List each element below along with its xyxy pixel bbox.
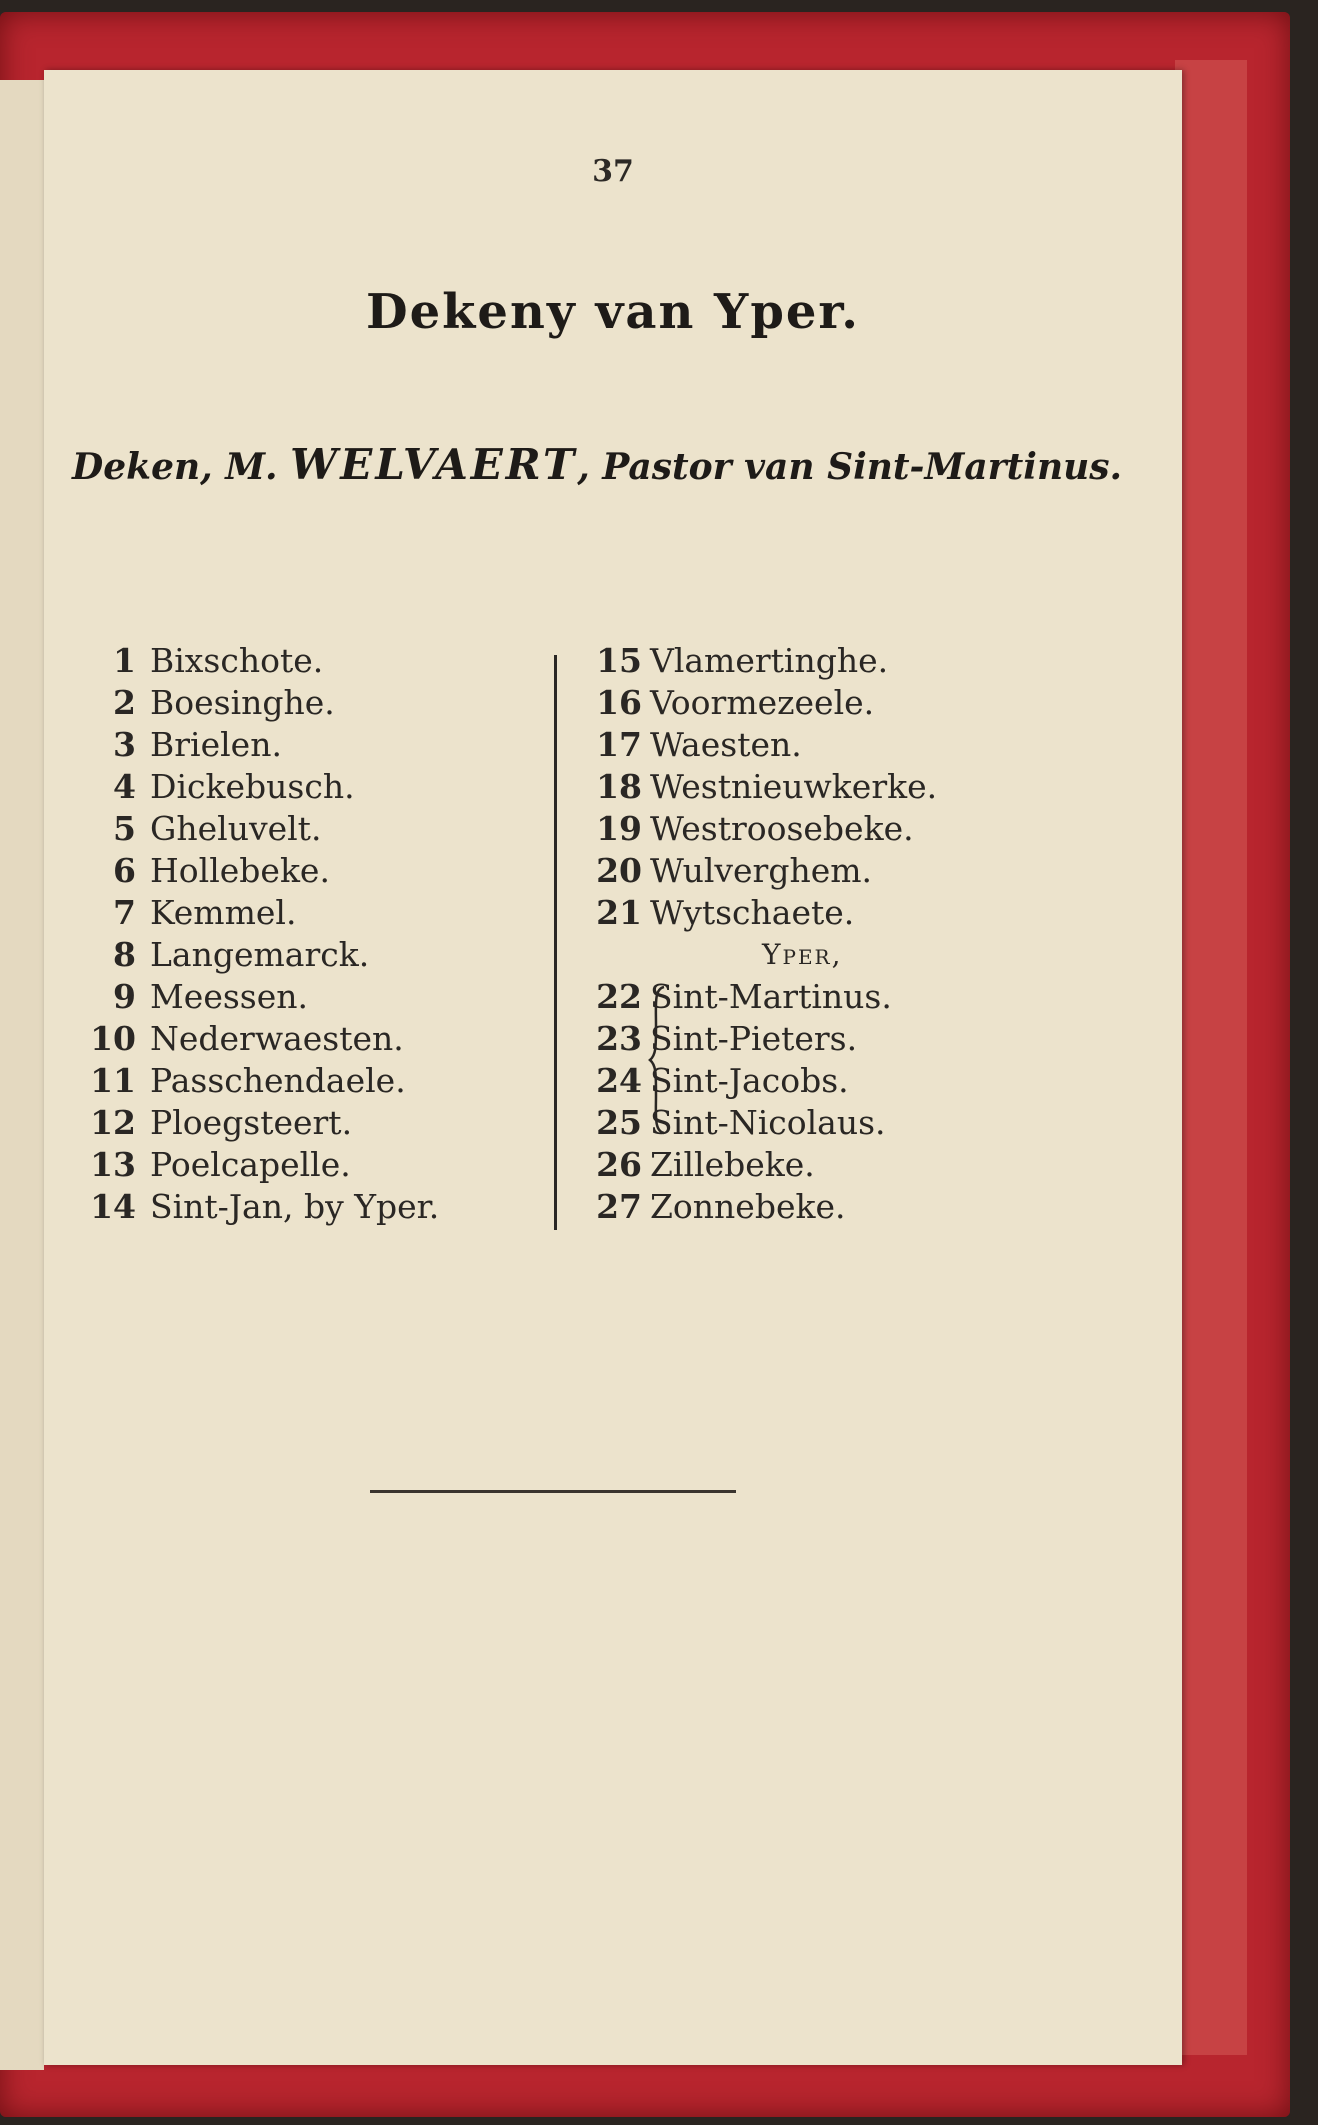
item-name: Voormezeele. — [650, 683, 875, 722]
item-number: 26 — [596, 1145, 642, 1184]
item-name: Ploegsteert. — [150, 1103, 353, 1142]
page-title: Dekeny van Yper. — [365, 284, 861, 340]
list-item — [64, 1144, 584, 1186]
item-name: Sint-Pieters. — [650, 1019, 858, 1058]
list-item — [64, 1186, 584, 1228]
list-item — [592, 682, 1092, 724]
item-number: 24 — [596, 1061, 642, 1100]
list-item — [592, 850, 1092, 892]
item-number: 25 — [596, 1103, 642, 1142]
item-name: Boesinghe. — [150, 683, 335, 722]
item-number: 27 — [596, 1187, 642, 1226]
list-item — [64, 1018, 584, 1060]
item-number: 22 — [596, 977, 642, 1016]
closing-rule — [370, 1490, 736, 1493]
dean-prefix: Deken, M. — [72, 446, 291, 488]
column-divider — [554, 655, 557, 1230]
item-number: 14 — [90, 1187, 136, 1226]
list-item — [64, 892, 584, 934]
list-item — [592, 892, 1092, 934]
yper-heading: Yper, — [762, 938, 843, 971]
list-item — [592, 766, 1092, 808]
item-name: Langemarck. — [150, 935, 370, 974]
item-number: 13 — [90, 1145, 136, 1184]
list-item — [64, 976, 584, 1018]
item-number: 1 — [113, 641, 136, 680]
item-name: Sint-Jan, by Yper. — [150, 1187, 440, 1226]
item-number: 15 — [596, 641, 642, 680]
item-name: Kemmel. — [150, 893, 297, 932]
item-name: Sint-Nicolaus. — [650, 1103, 886, 1142]
item-name: Dickebusch. — [150, 767, 355, 806]
item-number: 8 — [113, 935, 136, 974]
item-number: 6 — [113, 851, 136, 890]
item-name: Poelcapelle. — [150, 1145, 351, 1184]
list-item — [64, 1102, 584, 1144]
item-name: Wytschaete. — [650, 893, 855, 932]
dean-name: WELVAERT — [290, 440, 578, 489]
item-number: 23 — [596, 1019, 642, 1058]
item-number: 20 — [596, 851, 642, 890]
list-item — [64, 934, 584, 976]
item-number: 11 — [90, 1061, 136, 1100]
list-item — [64, 682, 584, 724]
list-item — [592, 724, 1092, 766]
item-name: Westnieuwkerke. — [650, 767, 938, 806]
item-name: Zillebeke. — [650, 1145, 815, 1184]
list-item — [592, 808, 1092, 850]
item-name: Wulverghem. — [650, 851, 873, 890]
item-name: Sint-Jacobs. — [650, 1061, 849, 1100]
item-number: 5 — [113, 809, 136, 848]
list-item — [64, 766, 584, 808]
parish-list-left — [64, 640, 584, 1228]
item-name: Vlamertinghe. — [650, 641, 889, 680]
item-name: Waesten. — [650, 725, 802, 764]
item-name: Nederwaesten. — [150, 1019, 404, 1058]
item-name: Brielen. — [150, 725, 282, 764]
yper-brace — [648, 985, 668, 1135]
dean-line — [72, 440, 1152, 489]
dean-suffix: , Pastor van Sint-Martinus. — [577, 446, 1123, 488]
item-number: 9 — [113, 977, 136, 1016]
item-name: Meessen. — [150, 977, 308, 1016]
item-name: Sint-Martinus. — [650, 977, 892, 1016]
item-name: Hollebeke. — [150, 851, 330, 890]
item-number: 18 — [596, 767, 642, 806]
list-item — [592, 1144, 1092, 1186]
item-number: 16 — [596, 683, 642, 722]
item-number: 3 — [113, 725, 136, 764]
item-name: Zonnebeke. — [650, 1187, 846, 1226]
item-number: 2 — [113, 683, 136, 722]
list-item — [64, 724, 584, 766]
item-number: 4 — [113, 767, 136, 806]
cover-edge — [1175, 60, 1247, 2055]
list-item — [64, 1060, 584, 1102]
item-number: 21 — [596, 893, 642, 932]
list-item — [64, 850, 584, 892]
item-number: 10 — [90, 1019, 136, 1058]
item-name: Gheluvelt. — [150, 809, 322, 848]
item-name: Westroosebeke. — [650, 809, 914, 848]
item-name: Bixschote. — [150, 641, 324, 680]
list-item — [64, 640, 584, 682]
list-item — [64, 808, 584, 850]
previous-page-edge — [0, 80, 44, 2070]
item-name: Passchendaele. — [150, 1061, 406, 1100]
item-number: 17 — [596, 725, 642, 764]
list-item — [592, 640, 1092, 682]
parish-list-right — [592, 640, 1092, 1228]
item-number: 12 — [90, 1103, 136, 1142]
book-page — [44, 70, 1182, 2065]
item-number: 7 — [113, 893, 136, 932]
list-item — [592, 1186, 1092, 1228]
page-number: 37 — [592, 154, 634, 189]
item-number: 19 — [596, 809, 642, 848]
